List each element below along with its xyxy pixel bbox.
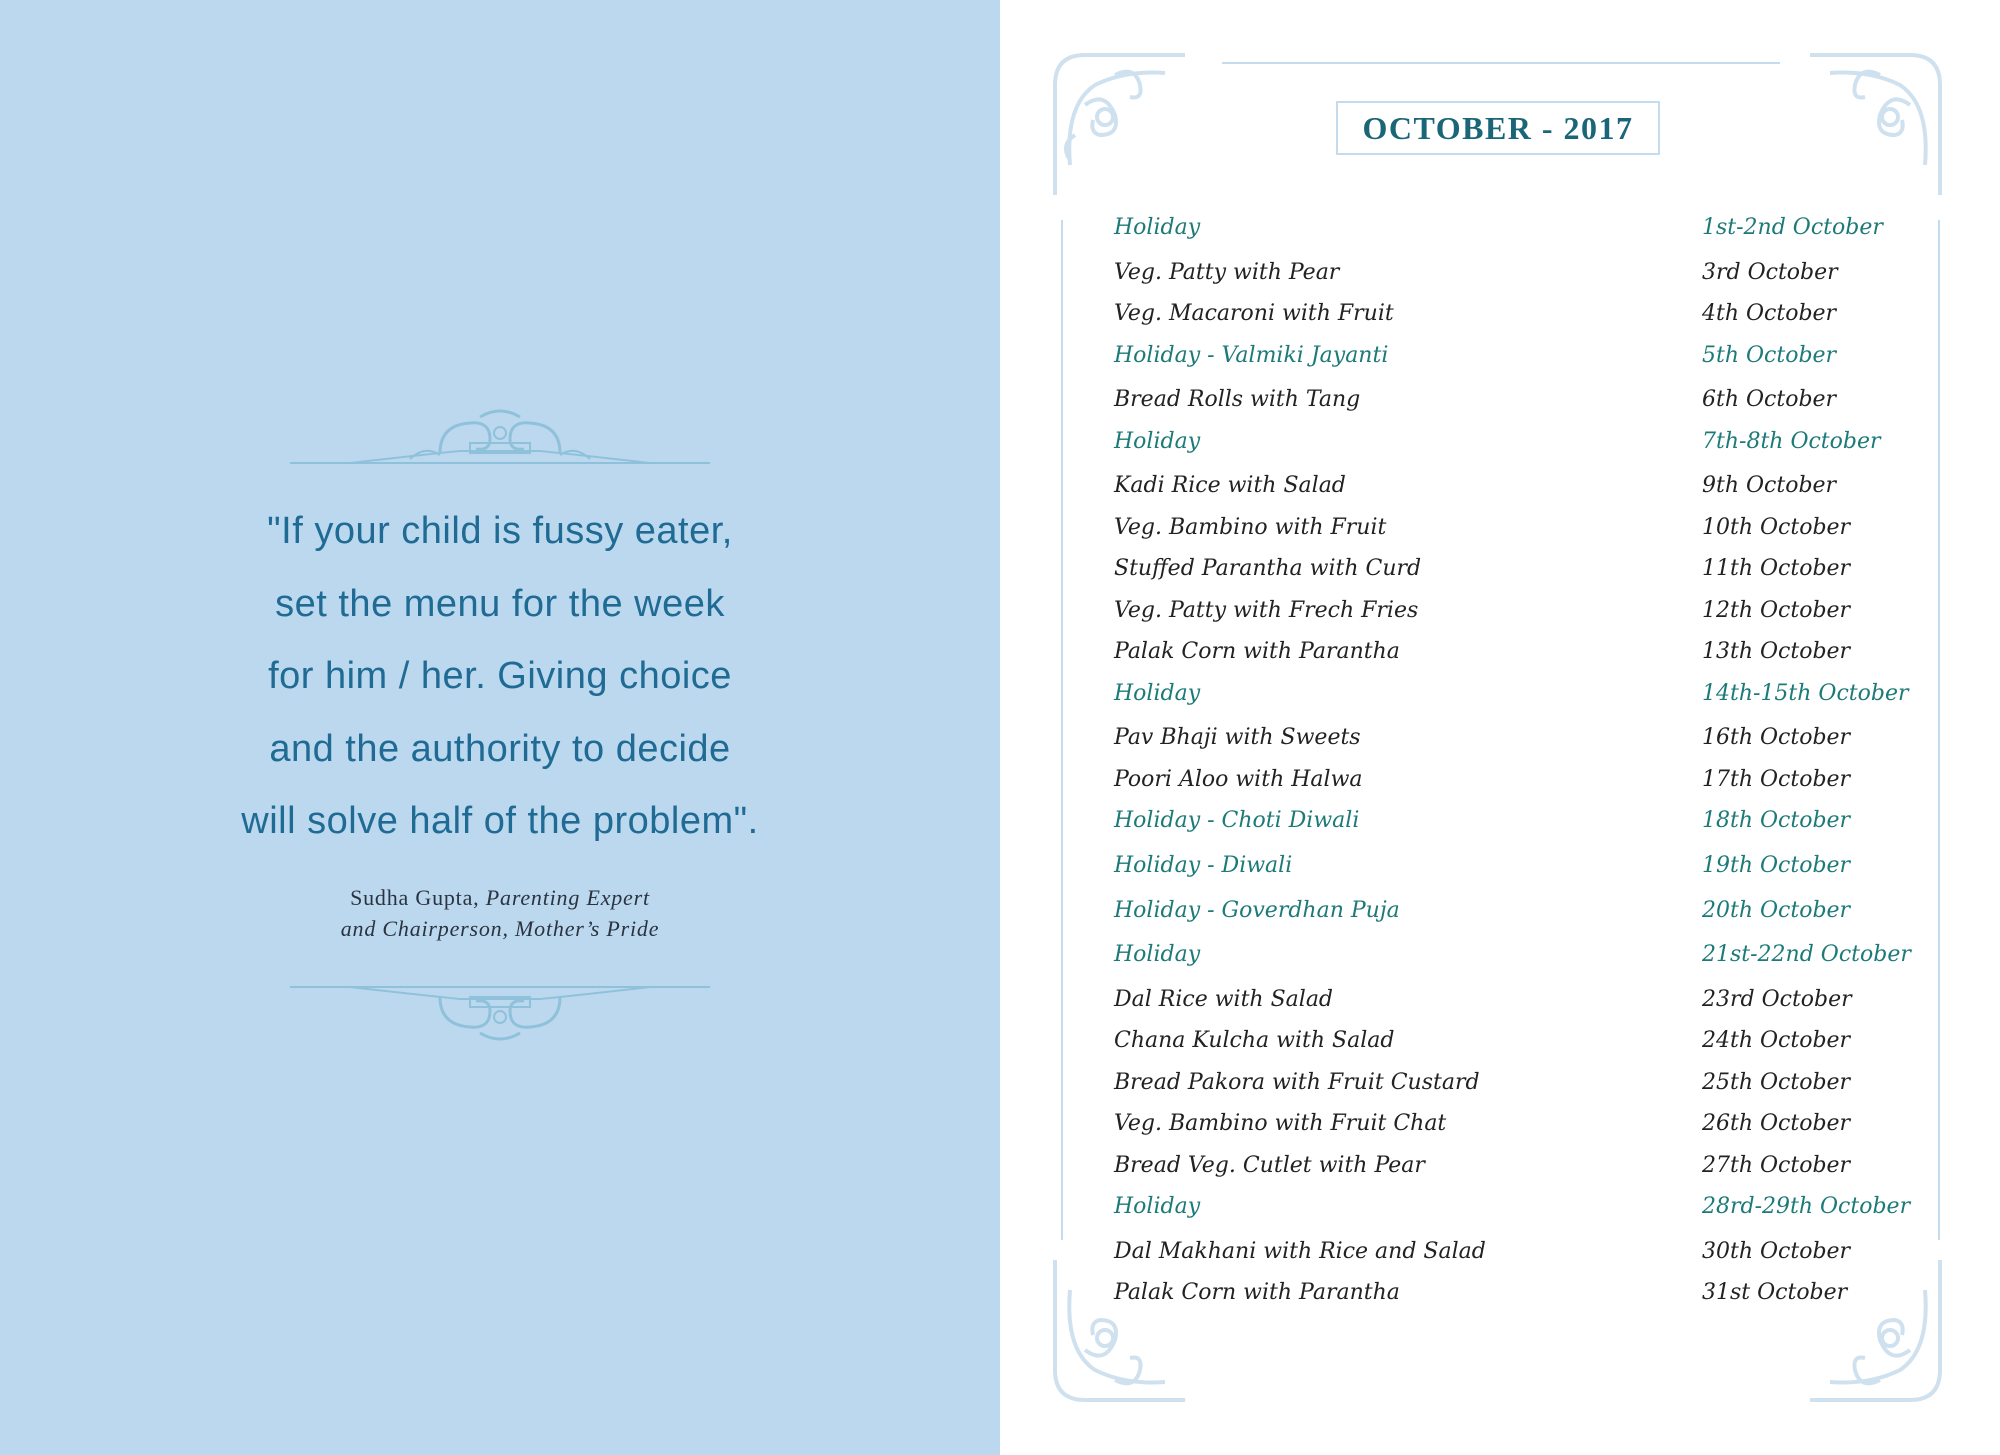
quote-author-role: Parenting Expert [485, 885, 650, 910]
right-page [1000, 0, 2000, 1455]
menu-row [1114, 1061, 1914, 1103]
top-flourish-ornament [290, 405, 710, 475]
quote-attribution [200, 882, 800, 944]
holiday-row [1114, 844, 1914, 889]
menu-row [1114, 1271, 1914, 1313]
menu-row [1114, 716, 1914, 758]
holiday-label: Holiday - Choti Diwali [1114, 808, 1360, 834]
meal-date: 11th October [1702, 556, 1851, 582]
meal-name: Veg. Patty with Frech Fries [1114, 597, 1419, 623]
meal-name: Pav Bhaji with Sweets [1114, 725, 1361, 751]
meal-date: 9th October [1702, 473, 1837, 499]
meal-date: 1st-2nd October [1702, 215, 1883, 240]
menu-row [1114, 292, 1914, 334]
meal-name: Kadi Rice with Salad [1114, 473, 1346, 499]
holiday-row [1114, 334, 1914, 379]
meal-name: Poori Aloo with Halwa [1114, 766, 1363, 792]
holiday-label: Holiday [1114, 428, 1201, 454]
menu-row [1114, 547, 1914, 589]
menu-row [1114, 464, 1914, 506]
holiday-label: Holiday - Valmiki Jayanti [1114, 342, 1389, 368]
right-rule-divider [1938, 220, 1940, 1240]
holiday-row [1114, 933, 1914, 978]
holiday-row [1114, 889, 1914, 934]
meal-date: 13th October [1702, 639, 1851, 665]
menu-row [1114, 1102, 1914, 1144]
menu-row [1114, 1019, 1914, 1061]
meal-date: 5th October [1702, 342, 1837, 368]
meal-date: 20th October [1702, 897, 1851, 923]
holiday-row [1114, 672, 1914, 717]
meal-date: 17th October [1702, 766, 1851, 792]
meal-name: Stuffed Parantha with Curd [1114, 556, 1422, 582]
quote-line: set the menu for the week [275, 582, 725, 625]
meal-date: 7th-8th October [1702, 428, 1881, 454]
meal-name: Veg. Bambino with Fruit [1114, 514, 1387, 540]
meal-name: Veg. Patty with Pear [1114, 259, 1340, 285]
meal-date: 16th October [1702, 725, 1851, 751]
holiday-row [1114, 1185, 1914, 1230]
holiday-label: Holiday [1114, 680, 1201, 706]
holiday-label: Holiday - Diwali [1114, 852, 1293, 878]
menu-row [1114, 506, 1914, 548]
menu-row [1114, 251, 1914, 293]
corner-ornament-top-right [1800, 45, 1950, 205]
meal-date: 18th October [1702, 808, 1851, 834]
meal-date: 14th-15th October [1702, 680, 1909, 706]
menu-row [1114, 978, 1914, 1020]
meal-date: 4th October [1702, 301, 1837, 327]
holiday-label: Holiday - Goverdhan Puja [1114, 897, 1400, 923]
holiday-row [1114, 799, 1914, 844]
meal-name: Dal Makhani with Rice and Salad [1114, 1238, 1486, 1264]
quote-line: for him / her. Giving choice [268, 655, 732, 697]
meal-date: 3rd October [1702, 259, 1838, 285]
meal-date: 27th October [1702, 1152, 1851, 1178]
quote-author: Sudha Gupta, [350, 885, 480, 910]
meal-name: Dal Rice with Salad [1114, 986, 1334, 1012]
menu-schedule-list [1114, 206, 1914, 1313]
meal-name: Veg. Macaroni with Fruit [1114, 301, 1394, 327]
meal-name: Chana Kulcha with Salad [1114, 1028, 1395, 1054]
meal-name: Bread Pakora with Fruit Custard [1114, 1069, 1480, 1095]
menu-row [1114, 1230, 1914, 1272]
corner-ornament-top-left [1045, 45, 1195, 205]
holiday-label: Holiday [1114, 215, 1201, 240]
meal-date: 12th October [1702, 597, 1851, 623]
meal-date: 30th October [1702, 1238, 1851, 1264]
menu-row [1114, 758, 1914, 800]
menu-row [1114, 630, 1914, 672]
holiday-label: Holiday [1114, 1194, 1201, 1220]
quote-author-role-continued: and Chairperson, Mother’s Pride [340, 916, 660, 941]
meal-date: 10th October [1702, 514, 1851, 540]
holiday-row [1114, 206, 1914, 251]
meal-name: Bread Veg. Cutlet with Pear [1114, 1152, 1425, 1178]
meal-date: 24th October [1702, 1028, 1851, 1054]
menu-row [1114, 378, 1914, 420]
meal-date: 23rd October [1702, 986, 1852, 1012]
meal-date: 6th October [1702, 387, 1837, 413]
month-title: OCTOBER - 2017 [1336, 101, 1660, 155]
meal-date: 26th October [1702, 1111, 1851, 1137]
holiday-label: Holiday [1114, 942, 1201, 968]
meal-name: Palak Corn with Parantha [1114, 1280, 1400, 1306]
meal-date: 28rd-29th October [1702, 1194, 1911, 1220]
meal-name: Bread Rolls with Tang [1114, 387, 1361, 413]
top-rule-divider [1222, 62, 1780, 64]
menu-row [1114, 589, 1914, 631]
quote-line: and the authority to decide [269, 727, 731, 770]
quote-line: will solve half of the problem". [241, 800, 759, 842]
meal-name: Palak Corn with Parantha [1114, 639, 1400, 665]
meal-name: Veg. Bambino with Fruit Chat [1114, 1111, 1447, 1137]
holiday-row [1114, 420, 1914, 465]
quote-line: "If your child is fussy eater, [267, 510, 733, 552]
bottom-flourish-ornament [290, 975, 710, 1045]
parenting-quote [150, 495, 850, 858]
meal-date: 19th October [1702, 852, 1851, 878]
menu-row [1114, 1144, 1914, 1186]
meal-date: 25th October [1702, 1069, 1851, 1095]
left-rule-divider [1061, 220, 1063, 1240]
meal-date: 21st-22nd October [1702, 942, 1911, 968]
meal-date: 31st October [1702, 1280, 1848, 1306]
